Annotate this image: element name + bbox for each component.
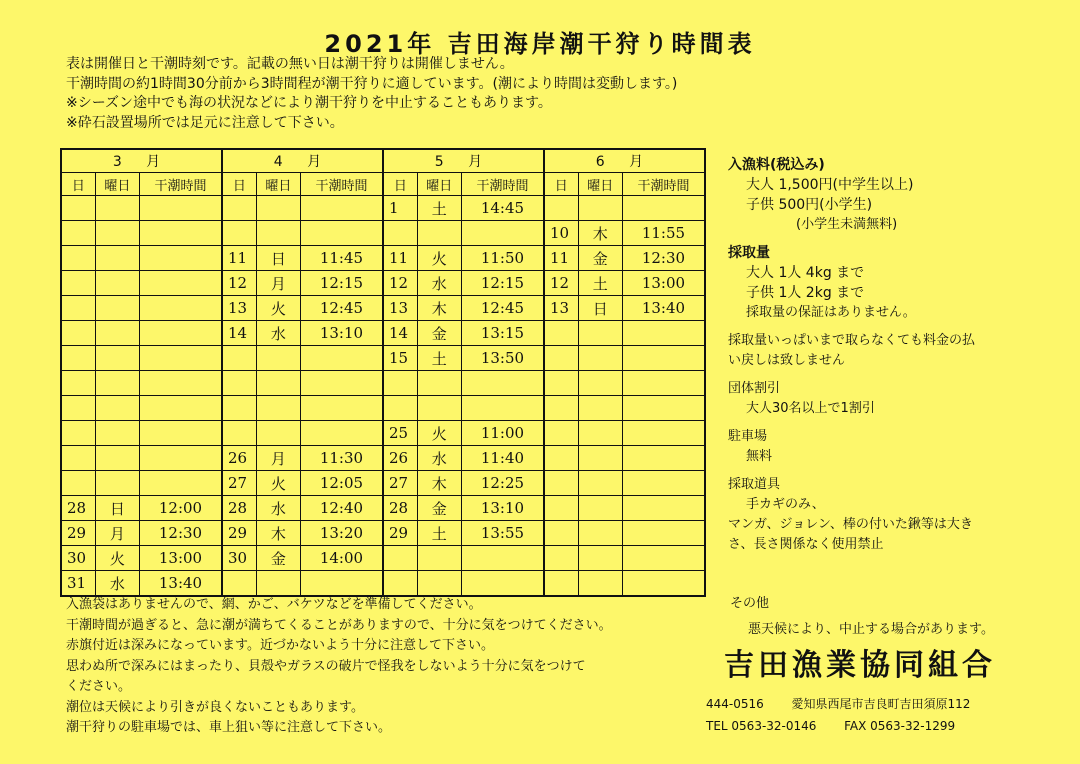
caution-notes [66, 595, 612, 739]
low-tide-cell [139, 196, 222, 221]
table-row [61, 421, 705, 446]
weekday-cell [578, 346, 622, 371]
weekday-cell [95, 321, 139, 346]
weekday-cell: 水 [256, 321, 300, 346]
intro-line: 表は開催日と干潮時刻です。記載の無い日は潮干狩りは開催しません。 [66, 56, 514, 72]
low-tide-cell [622, 521, 705, 546]
low-tide-cell [622, 421, 705, 446]
low-tide-col-header: 干潮時間 [461, 173, 544, 196]
day-cell [222, 196, 256, 221]
low-tide-cell [461, 371, 544, 396]
caution-line: 干潮時間が過ぎると、急に潮が満ちてくることがありますので、十分に気をつけてください。 [66, 617, 612, 633]
tools-ban-2: さ、長さ関係なく使用禁止 [728, 537, 884, 552]
weekday-cell [95, 446, 139, 471]
month-header: 3 月 [61, 149, 222, 173]
day-cell: 29 [383, 521, 417, 546]
weekday-cell [256, 396, 300, 421]
day-cell [61, 196, 95, 221]
day-cell [383, 546, 417, 571]
day-cell [222, 396, 256, 421]
fax-number: FAX 0563-32-1299 [844, 719, 956, 733]
low-tide-cell: 12:45 [461, 296, 544, 321]
low-tide-cell: 11:40 [461, 446, 544, 471]
day-cell [222, 221, 256, 246]
low-tide-cell: 12:05 [300, 471, 383, 496]
low-tide-cell: 13:20 [300, 521, 383, 546]
weekday-cell: 木 [256, 521, 300, 546]
catch-title: 採取量 [728, 245, 770, 261]
low-tide-col-header: 干潮時間 [622, 173, 705, 196]
day-cell [383, 371, 417, 396]
day-cell: 29 [222, 521, 256, 546]
low-tide-cell [622, 446, 705, 471]
weekday-cell [256, 421, 300, 446]
low-tide-col-header: 干潮時間 [300, 173, 383, 196]
day-cell [544, 496, 578, 521]
day-cell: 28 [61, 496, 95, 521]
low-tide-cell [139, 346, 222, 371]
day-cell: 31 [61, 571, 95, 597]
low-tide-cell [622, 346, 705, 371]
day-cell [222, 421, 256, 446]
low-tide-cell [461, 571, 544, 597]
low-tide-cell [139, 221, 222, 246]
weekday-cell [578, 496, 622, 521]
weekday-cell [578, 446, 622, 471]
day-col-header: 日 [383, 173, 417, 196]
table-row [61, 446, 705, 471]
weekday-cell [578, 396, 622, 421]
low-tide-cell [622, 321, 705, 346]
weekday-cell: 木 [417, 296, 461, 321]
weekday-cell: 土 [417, 196, 461, 221]
low-tide-cell [139, 421, 222, 446]
low-tide-cell: 13:15 [461, 321, 544, 346]
parking-title: 駐車場 [728, 429, 768, 444]
low-tide-cell: 12:00 [139, 496, 222, 521]
day-cell: 27 [222, 471, 256, 496]
weekday-cell [95, 271, 139, 296]
day-cell [61, 296, 95, 321]
intro-notes [66, 55, 677, 133]
low-tide-cell: 12:45 [300, 296, 383, 321]
table-row [61, 221, 705, 246]
address: 愛知県西尾市吉良町吉田須原112 [791, 697, 971, 711]
day-cell [544, 346, 578, 371]
tel-number: TEL 0563-32-0146 [706, 719, 817, 733]
other-title: その他 [730, 596, 770, 611]
low-tide-col-header: 干潮時間 [139, 173, 222, 196]
weekday-cell: 土 [417, 521, 461, 546]
day-cell [544, 521, 578, 546]
low-tide-cell [139, 396, 222, 421]
day-cell [222, 571, 256, 597]
day-cell [383, 396, 417, 421]
day-cell [383, 571, 417, 597]
weekday-cell [95, 196, 139, 221]
day-cell [61, 371, 95, 396]
low-tide-cell: 13:00 [622, 271, 705, 296]
day-cell [544, 371, 578, 396]
low-tide-cell: 12:30 [622, 246, 705, 271]
day-cell: 28 [383, 496, 417, 521]
day-cell [544, 421, 578, 446]
day-cell: 25 [383, 421, 417, 446]
table-row [61, 546, 705, 571]
table-row [61, 396, 705, 421]
day-cell [544, 571, 578, 597]
day-cell: 13 [544, 296, 578, 321]
low-tide-cell [300, 371, 383, 396]
weekday-col-header: 曜日 [417, 173, 461, 196]
tools-text: 手カギのみ、 [746, 497, 825, 512]
low-tide-cell: 11:00 [461, 421, 544, 446]
day-cell [61, 346, 95, 371]
day-col-header: 日 [222, 173, 256, 196]
fee-adult: 大人 1,500円(中学生以上) [746, 177, 914, 193]
weekday-cell: 日 [578, 296, 622, 321]
low-tide-cell: 11:45 [300, 246, 383, 271]
day-cell [61, 246, 95, 271]
day-cell [544, 321, 578, 346]
low-tide-cell [622, 496, 705, 521]
catch-note: 採取量の保証はありません。 [746, 305, 916, 320]
day-cell: 15 [383, 346, 417, 371]
day-cell [544, 446, 578, 471]
day-cell [222, 371, 256, 396]
low-tide-cell [622, 471, 705, 496]
weekday-cell [578, 471, 622, 496]
month-header: 4 月 [222, 149, 383, 173]
weekday-cell: 水 [417, 271, 461, 296]
day-cell: 27 [383, 471, 417, 496]
weekday-cell: 金 [256, 546, 300, 571]
low-tide-cell: 11:55 [622, 221, 705, 246]
tools-title: 採取道具 [728, 477, 781, 492]
tide-table-body [61, 196, 705, 597]
low-tide-cell [139, 321, 222, 346]
weekday-cell [578, 421, 622, 446]
low-tide-cell: 11:50 [461, 246, 544, 271]
low-tide-cell [139, 246, 222, 271]
tools-ban-1: マンガ、ジョレン、棒の付いた鍬等は大き [728, 517, 973, 532]
day-col-header: 日 [61, 173, 95, 196]
weekday-cell: 日 [256, 246, 300, 271]
weekday-cell [256, 571, 300, 597]
low-tide-cell [622, 546, 705, 571]
weekday-col-header: 曜日 [95, 173, 139, 196]
day-cell: 26 [222, 446, 256, 471]
day-cell: 11 [544, 246, 578, 271]
day-cell [544, 546, 578, 571]
weekday-cell [417, 396, 461, 421]
other-section [730, 594, 994, 640]
table-row [61, 571, 705, 597]
low-tide-cell: 12:25 [461, 471, 544, 496]
info-panel [728, 155, 1048, 555]
low-tide-cell [461, 546, 544, 571]
refund-note-1: 採取量いっぱいまで取らなくても料金の払 [728, 333, 976, 348]
postal-code: 444-0516 [706, 697, 764, 711]
weekday-cell [417, 546, 461, 571]
weekday-cell [95, 396, 139, 421]
day-cell: 28 [222, 496, 256, 521]
day-cell: 12 [222, 271, 256, 296]
weekday-cell: 火 [95, 546, 139, 571]
day-col-header: 日 [544, 173, 578, 196]
weekday-col-header: 曜日 [578, 173, 622, 196]
organization-name: 吉田漁業協同組合 [724, 648, 996, 683]
weekday-cell: 火 [417, 421, 461, 446]
day-cell [61, 421, 95, 446]
weekday-cell [95, 471, 139, 496]
low-tide-cell [300, 196, 383, 221]
tide-schedule-table [60, 148, 706, 597]
weekday-col-header: 曜日 [256, 173, 300, 196]
weekday-cell [578, 321, 622, 346]
weekday-cell: 月 [256, 271, 300, 296]
table-row [61, 496, 705, 521]
weekday-cell [95, 346, 139, 371]
weekday-cell [578, 371, 622, 396]
day-cell [61, 321, 95, 346]
low-tide-cell: 14:45 [461, 196, 544, 221]
caution-line: 潮干狩りの駐車場では、車上狙い等に注意して下さい。 [66, 720, 392, 735]
day-cell [61, 396, 95, 421]
weekday-cell: 火 [417, 246, 461, 271]
low-tide-cell [300, 346, 383, 371]
day-cell [61, 471, 95, 496]
intro-line: ※砕石設置場所では足元に注意して下さい。 [66, 114, 344, 131]
weekday-cell: 月 [256, 446, 300, 471]
weekday-cell: 土 [417, 346, 461, 371]
weekday-cell: 水 [417, 446, 461, 471]
low-tide-cell: 12:15 [300, 271, 383, 296]
weekday-cell [578, 196, 622, 221]
weekday-cell: 金 [578, 246, 622, 271]
low-tide-cell [622, 371, 705, 396]
month-header-row [61, 149, 705, 173]
caution-line: 潮位は天候により引きが良くないこともあります。 [66, 699, 364, 715]
table-row [61, 371, 705, 396]
catch-child: 子供 1人 2kg まで [746, 285, 865, 301]
table-row [61, 196, 705, 221]
day-cell: 12 [383, 271, 417, 296]
day-cell [61, 271, 95, 296]
weekday-cell [578, 546, 622, 571]
low-tide-cell: 12:30 [139, 521, 222, 546]
fee-child: 子供 500円(小学生) [746, 197, 873, 213]
day-cell: 30 [222, 546, 256, 571]
weekday-cell: 木 [578, 221, 622, 246]
page-title: 2021年 吉田海岸潮干狩り時間表 [324, 30, 756, 58]
caution-line: 入漁袋はありませんので、網、かご、バケツなどを準備してください。 [66, 597, 482, 612]
low-tide-cell: 13:10 [300, 321, 383, 346]
weekday-cell [256, 196, 300, 221]
weekday-cell [95, 371, 139, 396]
table-row [61, 521, 705, 546]
day-cell: 13 [383, 296, 417, 321]
fee-title: 入漁料(税込み) [728, 157, 825, 173]
low-tide-cell: 14:00 [300, 546, 383, 571]
weekday-cell [95, 296, 139, 321]
weekday-cell: 土 [578, 271, 622, 296]
low-tide-cell [461, 396, 544, 421]
low-tide-cell: 13:55 [461, 521, 544, 546]
low-tide-cell [300, 221, 383, 246]
day-cell: 12 [544, 271, 578, 296]
weekday-cell [95, 221, 139, 246]
table-row [61, 271, 705, 296]
low-tide-cell [139, 271, 222, 296]
group-title: 団体割引 [728, 381, 781, 396]
day-cell: 14 [222, 321, 256, 346]
weekday-cell [417, 221, 461, 246]
low-tide-cell [139, 371, 222, 396]
month-header: 5 月 [383, 149, 544, 173]
low-tide-cell [461, 221, 544, 246]
low-tide-cell: 13:00 [139, 546, 222, 571]
caution-line: ください。 [66, 679, 132, 694]
low-tide-cell [139, 471, 222, 496]
low-tide-cell: 13:50 [461, 346, 544, 371]
intro-line: 干潮時間の約1時間30分前から3時間程が潮干狩りに適しています。(潮により時間は変動します。) [66, 75, 678, 92]
weekday-cell [256, 221, 300, 246]
caution-line: 思わぬ所で深みにはまったり、貝殻やガラスの破片で怪我をしないよう十分に気をつけて [66, 658, 586, 674]
day-cell: 30 [61, 546, 95, 571]
low-tide-cell: 12:15 [461, 271, 544, 296]
weekday-cell: 木 [417, 471, 461, 496]
weekday-cell [95, 246, 139, 271]
weekday-cell: 金 [417, 321, 461, 346]
weekday-cell: 水 [256, 496, 300, 521]
day-cell [222, 346, 256, 371]
weekday-cell: 日 [95, 496, 139, 521]
table-row [61, 321, 705, 346]
low-tide-cell [622, 571, 705, 597]
group-text: 大人30名以上で1割引 [746, 401, 875, 416]
intro-line: ※シーズン途中でも海の状況などにより潮干狩りを中止することもあります。 [66, 95, 552, 111]
low-tide-cell: 13:40 [622, 296, 705, 321]
day-cell: 26 [383, 446, 417, 471]
low-tide-cell [139, 296, 222, 321]
weekday-cell [256, 346, 300, 371]
weekday-cell [417, 371, 461, 396]
day-cell: 1 [383, 196, 417, 221]
low-tide-cell [622, 196, 705, 221]
fee-note: (小学生未満無料) [796, 217, 898, 232]
table-row [61, 246, 705, 271]
day-cell [544, 196, 578, 221]
weekday-cell: 火 [256, 296, 300, 321]
low-tide-cell: 11:30 [300, 446, 383, 471]
low-tide-cell [622, 396, 705, 421]
weekday-cell: 金 [417, 496, 461, 521]
day-cell: 11 [222, 246, 256, 271]
table-row [61, 471, 705, 496]
column-header-row [61, 173, 705, 196]
low-tide-cell: 12:40 [300, 496, 383, 521]
caution-line: 赤旗付近は深みになっています。近づかないよう十分に注意して下さい。 [66, 638, 494, 653]
weekday-cell: 水 [95, 571, 139, 597]
low-tide-cell [300, 396, 383, 421]
weekday-cell [256, 371, 300, 396]
low-tide-cell [300, 571, 383, 597]
month-header: 6 月 [544, 149, 705, 173]
table-row [61, 296, 705, 321]
day-cell [383, 221, 417, 246]
weekday-cell [417, 571, 461, 597]
weekday-cell [578, 521, 622, 546]
day-cell [61, 446, 95, 471]
day-cell: 29 [61, 521, 95, 546]
day-cell [61, 221, 95, 246]
low-tide-cell: 13:10 [461, 496, 544, 521]
low-tide-cell [300, 421, 383, 446]
weekday-cell: 火 [256, 471, 300, 496]
day-cell: 10 [544, 221, 578, 246]
organization-contact [706, 693, 970, 737]
weekday-cell [578, 571, 622, 597]
low-tide-cell [139, 446, 222, 471]
catch-adult: 大人 1人 4kg まで [746, 265, 865, 281]
day-cell: 11 [383, 246, 417, 271]
other-text: 悪天候により、中止する場合があります。 [748, 622, 994, 637]
refund-note-2: い戻しは致しません [728, 353, 846, 368]
day-cell [544, 471, 578, 496]
weekday-cell: 月 [95, 521, 139, 546]
low-tide-cell: 13:40 [139, 571, 222, 597]
day-cell: 13 [222, 296, 256, 321]
day-cell: 14 [383, 321, 417, 346]
weekday-cell [95, 421, 139, 446]
day-cell [544, 396, 578, 421]
parking-text: 無料 [746, 449, 773, 464]
table-row [61, 346, 705, 371]
